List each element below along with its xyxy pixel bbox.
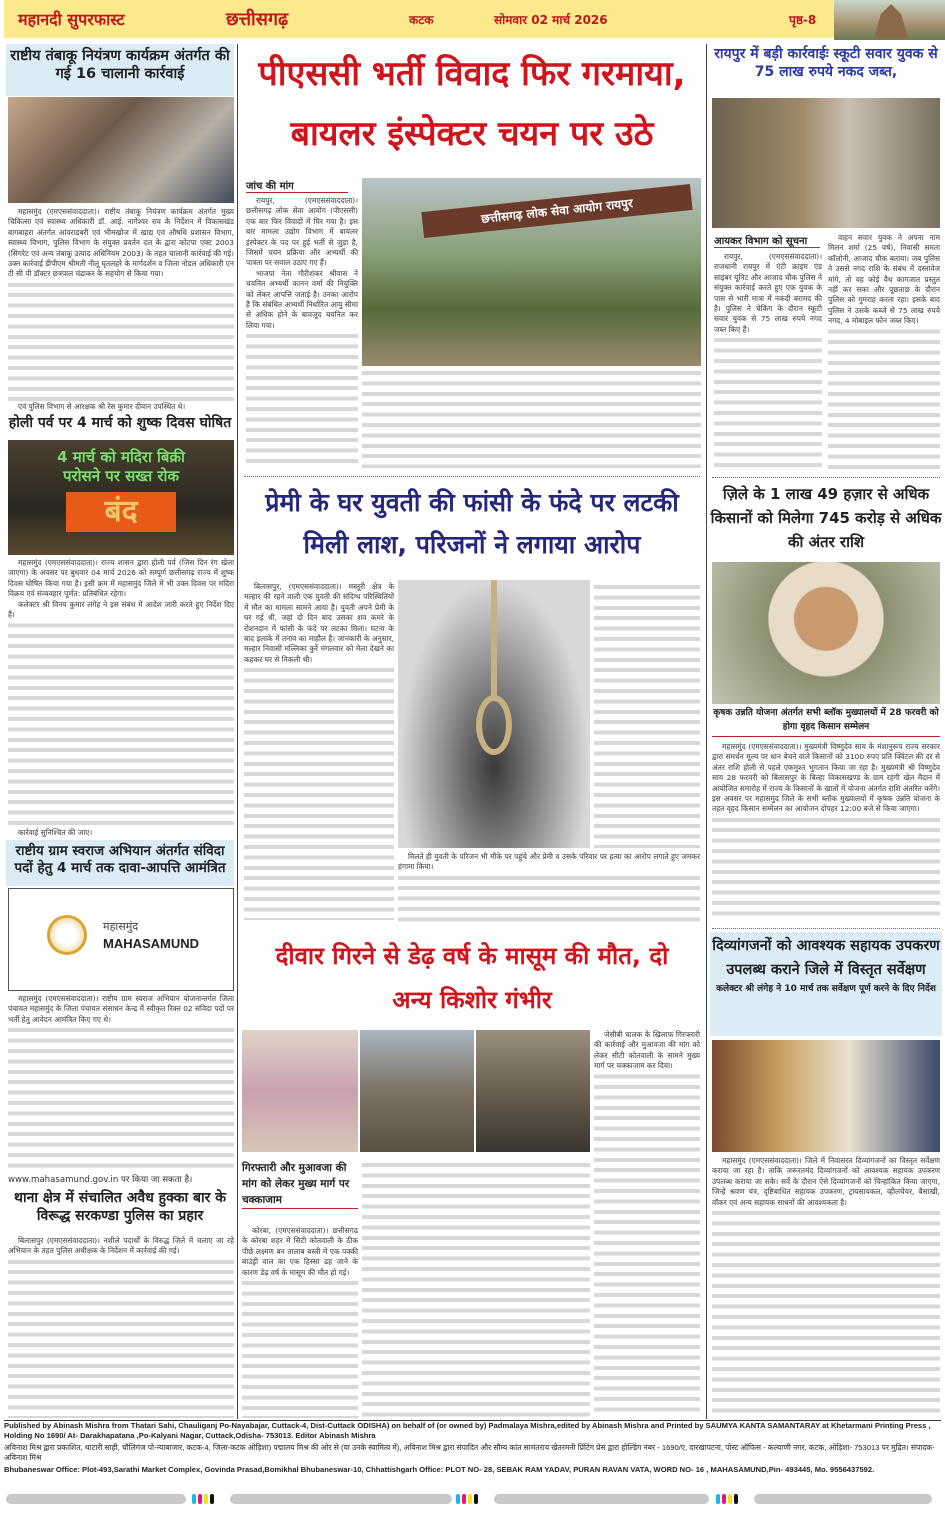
noose-photo: [398, 580, 590, 848]
wall-headline-line-1: दीवार गिरने से डेढ़ वर्ष के मासूम की मौत, दो: [275, 942, 669, 970]
paper-name: महानदी सुपरफास्ट: [18, 10, 125, 29]
cash-article-continued: वाहन सवार युवक ने अपना नाम मिलन शर्मा (25 वर्ष), निवासी समता कॉलोनी, आजाद चौक बताया। जब पुलिस ने उससे नगद राशि के संबंध में दस्तावेज मांगे, तो वह कोई वैध कागजात प्रस्तुत नहीं कर सका और पूछताछ के दौरान पुलिस को गुमराह करता रहा। इसके बाद पुलिस ने उसके कब्जे से 75 लाख रुपये नगद, 4 मोबाइल फोन जब्त किए।: [828, 233, 940, 470]
psc-headline-line-2: बायलर इंस्पेक्टर चयन पर उठे: [290, 114, 654, 154]
psc-subhead: जांच की मांग: [246, 178, 348, 193]
column-divider: [706, 44, 707, 1419]
cmyk-marks: [192, 1494, 214, 1504]
farmer-article-body: महासमुंद (एमएससंवाददाता)। मुख्यमंत्री विष्णुदेव साय के मंशानुरूप राज्य सरकार द्वारा समर्थन मूल्य पर धान बेचने वाले किसानों को 3100 रुपए प्रति क्विंटल की दर से अंतर राशि होली से पहले एकमुश्त भुगतान किया जा रहा है। मुख्यमंत्री श्री विष्णुदेव साय 28 फरवरी को बिलासपुर के बिल्हा विकासखण्ड के ग्राम रहंगी खेल मैदान में आयोजित समारोह में राज्य के किसानों के खातों में योजना अंतर्गत राशि अंतरित करेंगे। इस अवसर पर महासमुंद जिले के सभी ब्लॉक मुख्यालयों में कृषक उन्नति योजना के तहत वृहद किसान सम्मेलन का आयोजन दोपहर 12:00 बजे से किया जाएगा।: [712, 742, 940, 918]
registration-bar: [230, 1494, 452, 1504]
psc-headline-line-1: पीएससी भर्ती विवाद फिर गरमाया,: [258, 54, 686, 94]
cmyk-marks: [456, 1494, 478, 1504]
collector-photo: [712, 1040, 940, 1152]
farmer-photo: [712, 562, 940, 704]
logo-hindi-text: महासमुंद: [103, 920, 139, 933]
city: कटक: [409, 12, 434, 27]
cash-seizure-headline: रायपुर में बड़ी कार्रवाईः स्कूटी सवार युवक से 75 लाख रुपये नकद जब्त,: [714, 46, 938, 80]
mahasamund-logo-box: [8, 888, 234, 991]
wall-collapse-headline: [240, 934, 704, 1022]
hookah-bar-headline: थाना क्षेत्र में संचालित अवैध हुक्का बार के विरूद्ध सरकण्डा पुलिस का प्रहार: [14, 1190, 226, 1224]
divyang-subhead: कलेक्टर श्री लंगेह ने 10 मार्च तक सर्वेक्षण पूर्ण करने के दिए निर्देश: [716, 984, 936, 994]
psc-building-photo: [362, 178, 701, 366]
imprint-footer: [4, 1420, 941, 1475]
hookah-bar-article-body: बिलासपुर (एमएससंवाददाता)। नशीले पदार्थों के विरुद्ध जिले में चलाए जा रहे अभियान के तहत पुलिस अधीक्षक के निर्देशन में कार्रवाई की गई।: [8, 1236, 234, 1418]
imprint-english: Published by Abinash Mishra from Thatari Sahi, Chauliganj Po-Nayabajar, Cuttack-4, Dist-Cuttack ODISHA) on behalf of (or owned by) Padmalaya Mishra,edited by Abinash Mishra and Printed by SAUMYA KANTA SAMANTARAY at Khetarmani Printing Press , Holding No 1690/ At- Darakhapatana ,Po-Kalyani Nagar, Cuttack,Odisha- 753013. Editor Abinash Mishra: [4, 1421, 931, 1440]
suicide-headline-line-1: प्रेमी के घर युवती की फांसी के फंदे पर लटकी: [265, 488, 679, 517]
gram-swaraj-article-body: महासमुंद (एमएससंवाददाता)। राष्टीय ग्राम स्वराज अभियान योजनान्तर्गत जिला पंचायत महासमुंद के जिला पंचायत संसाधन केन्द्र में स्वीकृत रिक्त 02 संविदा पदों पर भर्ती हेतु आवेदन आमंत्रित किए गए थे।: [8, 994, 234, 1172]
office-addresses: Bhubaneswar Office: Plot-493,Sarathi Market Complex, Govinda Prasad,Bomikhal Bhubaneswar-10, Chhattishgarh Office: PLOT NO- 28, SEBAK RAM YADAV, PURAN RAVAN VATA, WORD NO- 16 , MAHASAMUND,Pin- 493445, Mo. 9556437592.: [4, 1465, 875, 1474]
wall-article-continued: [362, 1160, 590, 1418]
column-divider: [237, 44, 238, 1419]
noose-loop-icon: [476, 695, 512, 755]
wall-article-col: जेसीबी चालक के खिलाफ गिरफ्तारी की कार्रवाई और मुआवजा की मांग को लेकर सीटी कोतवाली के सामने मुख्य मार्ग पर चक्काजाम कर दिया।: [594, 1030, 700, 1418]
section-name: छत्तीसगढ़: [226, 9, 289, 30]
liquor-shop-banner-image: [8, 440, 234, 555]
suicide-headline: [240, 482, 704, 566]
registration-bar: [754, 1494, 932, 1504]
page-number: पृष्ठ-8: [789, 12, 817, 27]
tobacco-raid-photo: [8, 97, 234, 203]
farmer-photo-caption: कृषक उन्नति योजना अंतर्गत सभी ब्लॉक मुख्यालयों में 28 फरवरी को होगा वृहद किसान सम्मेलन: [712, 706, 940, 737]
wall-headline-line-2: अन्य किशोर गंभीर: [392, 986, 552, 1014]
logo-english-text: MAHASAMUND: [103, 936, 200, 951]
tobacco-article-closing: एवं पुलिस विभाग से आरक्षक श्री रेस कुमार दीवान उपस्थित थे।: [8, 402, 234, 413]
psc-article-body: रायपुर, (एमएससंवाददाता)। छत्तीसगढ़ लोक सेवा आयोग (पीएससी) एक बार फिर विवादों में घिर गया है। इस बार मामला उद्योग विभाग में बायलर इंस्पेक्टर के पद पर हुई भर्ती से जुड़ा है, जिसमें चयन प्रक्रिया और अभ्यर्थी की पात्रता पर सवाल उठाए गए हैं। भाजपा नेता गौरीशंकर श्रीवास ने चयनित अभ्यर्थी कानन वर्मा की नियुक्ति को लेकर आपत्ति जताई है। उनका आरोप है कि संबंधित अभ्यर्थी निर्धारित आयु सीमा से अधिक होने के बावजूद चयनित कर लिया गया।: [246, 196, 358, 466]
imprint-hindi: अविनाश मिश्र द्वारा प्रकाशित, थाटारी साही, चौलिगंज पो-न्याबाजार, कटक-4, जिला-कटक ओड़िशा) पद्मालय मिश्र की ओर से (या उनके स्वामित्व में), अविनाश मिश्र द्वारा संपादित और सौम्य कांत सामंतराय खेतरमनी प्रिंटिंग प्रेस द्वारा होल्डिंग नंबर - 1690/ए, दारखापटना, पोस्ट ऑफिस - कल्याणी नगर, कटक, ओड़िशा- 753013 पर मुद्रित। संपादक-अविनाश मिश्र: [4, 1443, 935, 1462]
tobacco-article-body: महासमुंद (एमएससंवाददाता)। राष्टीय तंबाकू नियंत्रण कार्यक्रम अंतर्गत मुख्य चिकित्सा एवं स्वास्थ्य अधिकारी डॉ. आई. नागेश्वर राव के निर्देशन में विकासखंड बागबाहरा अंतर्गत आंवराडबरी एवं भीमखोज में खाद्य एवं औषधि प्रशासन विभाग, स्वास्थ्य विभाग, पुलिस विभाग के संयुक्त प्रवर्तन दल के द्वारा कोटपा एक्ट 2003 (सिगरेट एवं अन्य तंबाकू उत्पाद अधिनियम 2003) के तहत चालानी कार्रवाई की गई। उक्त कार्रवाई डीपीएम श्रीमती नीलू घृतलहरे के मार्गदर्शन व जिला नोडल अधिकारी एन टी सी पी डॉक्टर छत्रपाल चंद्राकर के सहयोग से किया गया।: [8, 207, 234, 402]
crowd-photo: [476, 1030, 590, 1152]
suicide-article-body: बिलासपुर, (एमएससंवाददाता)। मस्तूरी क्षेत्र के मल्हार की रहने वाली एक युवती की संदिग्ध परिस्थितियों में मौत का मामला सामने आया है। युवती अपने प्रेमी के घर गई थी, जहां दो दिन बाद उसका शव कमरे के रोशनदान में फांसी के फंदे पर लटका मिला। घटना के बाद इलाके में तनाव का माहौल है। जानकारी के अनुसार, मल्हार निवासी मल्लिका कुर्रे मंगलवार को मेला देखने का कहकर घर से निकली थी।: [244, 582, 394, 920]
cash-article-body: रायपुर, (एमएससंवाददाता)। राजधानी रायपुर में एंटी क्राइम एंड साइबर यूनिट और आजाद चौक पुलिस ने संयुक्त कार्रवाई करते हुए एक युवक के पास से भारी मात्रा में नकदी बरामद की है। पुलिस ने चेकिंग के दौरान स्कूटी सवार युवक से 75 लाख रुपये नगद जब्त किए हैं।: [714, 252, 822, 470]
psc-article-continued: [362, 368, 701, 468]
divider: [244, 476, 700, 477]
cash-subhead: आयकर विभाग को सूचना: [714, 233, 820, 248]
rope-icon: [491, 580, 497, 700]
divider: [712, 928, 940, 929]
chhattisgarh-emblem-icon: [47, 915, 87, 955]
dry-day-closing: कार्रवाई सुनिश्चित की जाए।: [8, 828, 234, 839]
tobacco-headline: राष्टीय तंबाकू नियंत्रण कार्यक्रम अंतर्गत की गई 16 चालानी कार्रवाई: [6, 44, 234, 96]
farmer-payment-headline: ज़िले के 1 लाख 49 हज़ार से अधिक किसानों को मिलेगा 745 करोड़ से अधिक की अंतर राशि: [710, 485, 942, 551]
banner-text-1: 4 मार्च को मदिरा बिक्री: [57, 448, 185, 466]
date: सोमवार 02 मार्च 2026: [494, 12, 608, 27]
divyang-header: [710, 932, 942, 1036]
cmyk-marks: [716, 1494, 738, 1504]
psc-headline: [240, 44, 704, 164]
suicide-headline-line-2: मिली लाश, परिजनों ने लगाया आरोप: [303, 530, 641, 559]
divyang-headline: दिव्यांगजनों को आवश्यक सहायक उपकरण उपलब्ध कराने जिले में विस्तृत सर्वेक्षण: [712, 938, 940, 978]
website-link[interactable]: www.mahasamund.gov.in पर किया जा सकता है।: [8, 1173, 234, 1185]
psc-signboard-text: छत्तीसगढ़ लोक सेवा आयोग रायपुर: [421, 184, 692, 238]
registration-bar: [494, 1494, 709, 1504]
divider: [712, 477, 940, 478]
masthead: [4, 0, 834, 38]
cash-seizure-photo: [712, 98, 940, 228]
divyang-article-body: महासमुंद (एमएससंवाददाता)। जिले में निवासरत दिव्यांगजनों का विस्तृत सर्वेक्षण कराया जा रहा है। ताकि जरूरतमंद दिव्यांगजनों को आवश्यक सहायक उपकरण उपलब्ध कराया जा सके। सर्वे के दौरान ऐसे दिव्यांगजनों को चिन्हांकित किया जाएगा, जिन्हें श्रवण यंत्र, दृष्टिबाधित सहायक उपकरण, ट्रायसायकल, व्हीलचेयर, बैसाखी, वॉकर एवं अन्य सहायक साधनों की आवश्यकता है।: [712, 1156, 940, 1418]
wall-subhead: गिरफ्तारी और मुआवजा की मांग को लेकर मुख्य मार्ग पर चक्काजाम: [242, 1160, 358, 1209]
banner-band-text: बंद: [66, 492, 176, 532]
wall-article-body: कोरबा, (एमएससंवाददाता)। छत्तीसगढ़ के कोरबा शहर में सिटी कोतवाली के ठीक पीछे लक्ष्मण बन तालाब बस्ती में एक पक्की बाउंड्री वाल का एक हिस्सा ढह जाने के कारण डेढ़ वर्ष के मासूम की मौत हो गई।: [242, 1226, 358, 1418]
collapsed-wall-photo: [360, 1030, 474, 1152]
suicide-article-col: [594, 582, 700, 848]
suicide-article-continued: मिलते ही युवती के परिजन भी मौके पर पहुंचे और प्रेमी व उसके परिवार पर हत्या का आरोप लगाते हुए जमकर हंगामा किया।: [398, 852, 700, 922]
banner-text-2: परोसने पर सख्त रोक: [63, 466, 179, 485]
temple-photo: [834, 0, 945, 40]
registration-bar: [6, 1494, 186, 1504]
dry-day-article-body: महासमुंद (एमएससंवाददाता)। राज्य शासन द्वारा होली पर्व (जिस दिन रंग खेला जाएगा) के अवसर पर बुधवार 04 मार्च 2026 को सम्पूर्ण छत्तीसगढ़ राज्य में शुष्क दिवस घोषित किया गया है। इसी क्रम में महासमुंद जिले में भी उक्त दिवस पर मदिरा विक्रय एवं संव्यवहार पूर्णत: प्रतिबंधित रहेगा। कलेक्टर श्री विनय कुमार लंगेह ने इस संबंध में आदेश जारी करते हुए निर्देश दिए हैं।: [8, 558, 234, 828]
child-photo: [242, 1030, 358, 1152]
dry-day-headline: होली पर्व पर 4 मार्च को शुष्क दिवस घोषित: [8, 415, 232, 431]
gram-swaraj-headline: राष्टीय ग्राम स्वराज अभियान अंतर्गत संविदा पदों हेतु 4 मार्च तक दावा-आपत्ति आमंत्रित: [6, 840, 234, 886]
